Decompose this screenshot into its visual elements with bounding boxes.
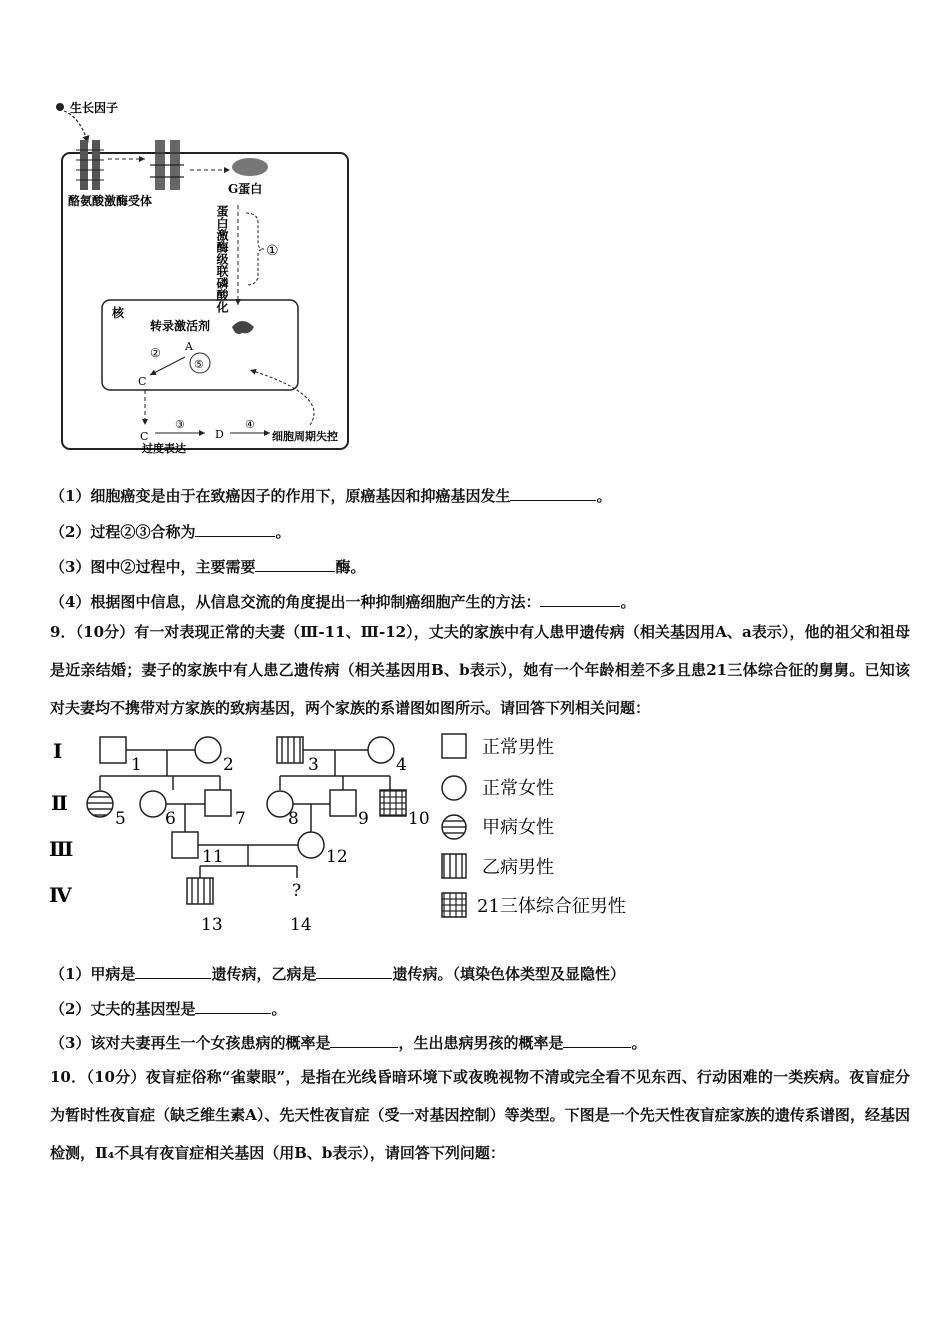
cascade-label: 蛋白激酶级联磷酸化 (215, 205, 229, 313)
individual-ii6 (140, 791, 166, 817)
legend-normal-female-symbol (442, 776, 466, 800)
id-5: 5 (115, 809, 126, 829)
individual-i2 (195, 737, 221, 763)
legend-trisomy-male: 21三体综合征男性 (477, 896, 626, 917)
q8-sub4-end: 。 (620, 593, 636, 611)
q8-sub2-text: （2）过程②③合称为 (50, 523, 196, 541)
label-a: A (185, 340, 193, 353)
growth-factor-dot (56, 103, 64, 111)
receptor-inactive (76, 140, 104, 190)
answer-blank[interactable] (195, 522, 275, 537)
id-7: 7 (235, 809, 246, 829)
q8-sub3-text: （3）图中②过程中，主要需要 (50, 558, 256, 576)
id-4: 4 (396, 755, 407, 775)
individual-ii9 (330, 790, 356, 816)
id-13: 13 (201, 915, 223, 935)
id-1: 1 (131, 755, 142, 775)
q8-sub2 (50, 521, 290, 542)
q8-sub3-end: 酶。 (335, 558, 366, 576)
q9-sub2-end: 。 (271, 1000, 287, 1018)
step5-label: ⑤ (194, 358, 204, 371)
legend-disease-b-male-symbol (442, 854, 466, 878)
answer-blank[interactable] (563, 1033, 631, 1048)
individual-i3 (277, 737, 303, 763)
tf-label: 转录激活剂 (150, 319, 211, 333)
signaling-diagram (50, 95, 390, 465)
gen-label-ii: Ⅱ (51, 791, 68, 815)
q9-sub1-mid: 遗传病，乙病是 (211, 965, 317, 983)
receptor-active (150, 140, 184, 190)
nucleus-label: 核 (112, 306, 125, 320)
gen-label-iv: Ⅳ (49, 883, 72, 907)
label-d: D (215, 428, 224, 441)
cell-cycle-label: 细胞周期失控 (272, 430, 338, 443)
id-11: 11 (202, 847, 224, 867)
individual-iii11 (172, 832, 198, 858)
label-c-upper: C (138, 375, 147, 388)
answer-blank[interactable] (510, 486, 596, 501)
legend-trisomy-male-symbol (442, 893, 466, 917)
q9-sub3-mid: ，生出患病男孩的概率是 (398, 1034, 564, 1052)
q9-sub3-text: （3）该对夫妻再生一个女孩患病的概率是 (50, 1034, 331, 1052)
q9-sub1-end: 遗传病。（填染色体类型及显隐性） (392, 965, 625, 983)
answer-blank[interactable] (135, 964, 211, 979)
step4-label: ④ (245, 418, 255, 431)
g-protein-shape (232, 158, 268, 176)
receptor-label: 酪氨酸激酶受体 (68, 194, 153, 208)
step1-label: ① (266, 243, 279, 259)
id-8: 8 (288, 809, 299, 829)
label-c-lower: C (140, 430, 149, 443)
gen-label-i: Ⅰ (53, 739, 63, 763)
legend-normal-male-symbol (442, 734, 466, 758)
overexpress-label: 过度表达 (142, 442, 186, 455)
step2-label: ② (150, 346, 161, 360)
q9-sub2 (50, 998, 286, 1019)
q9-sub1 (50, 963, 625, 984)
legend-disease-a-female: 甲病女性 (482, 817, 554, 838)
pedigree-chart-q9 (45, 728, 665, 938)
q8-sub4 (50, 591, 635, 612)
unknown-mark: ? (292, 881, 302, 901)
individual-ii7 (205, 790, 231, 816)
id-9: 9 (358, 809, 369, 829)
q8-sub1 (50, 485, 611, 506)
answer-blank[interactable] (540, 592, 620, 607)
nucleus (102, 300, 298, 390)
id-10: 10 (408, 809, 430, 829)
id-3: 3 (308, 755, 319, 775)
legend-disease-a-female-symbol (442, 815, 466, 839)
individual-ii5 (87, 791, 113, 817)
q8-sub4-text: （4）根据图中信息，从信息交流的角度提出一种抑制癌细胞产生的方法： (50, 593, 541, 611)
growth-factor-label: 生长因子 (70, 101, 119, 115)
q9-intro: 9．（10分）有一对表现正常的夫妻（Ⅲ-11、Ⅲ-12），丈夫的家族中有人患甲遗传病（相关基因用A、a表示），他的祖父和祖母是近亲结婚；妻子的家族中有人患乙遗传病（相关基因用B、b表示），她有一个年龄相差不多且患21三体综合征的舅舅。已知该对夫妻均不携带对方家族的致病基因，两个家族的系谱图如图所示。请回答下列相关问题： (50, 623, 910, 717)
individual-i1 (100, 737, 126, 763)
q9-sub3-end: 。 (631, 1034, 647, 1052)
q8-sub1-text: （1）细胞癌变是由于在致癌因子的作用下，原癌基因和抑癌基因发生 (50, 487, 511, 505)
individual-iv13 (187, 878, 213, 904)
individual-i4 (368, 737, 394, 763)
answer-blank[interactable] (316, 964, 392, 979)
q8-sub2-end: 。 (275, 523, 291, 541)
q9-sub2-text: （2）丈夫的基因型是 (50, 1000, 196, 1018)
q10-intro: 10．（10分）夜盲症俗称“雀蒙眼”，是指在光线昏暗环境下或夜晚视物不清或完全看不见东西、行动困难的一类疾病。夜盲症分为暂时性夜盲症（缺乏维生素A）、先天性夜盲症（受一对基因控制）等类型。下图是一个先天性夜盲症家族的遗传系谱图，经基因检测，Ⅱ₄不具有夜盲症相关基因（用B、b表示），请回答下列问题： (50, 1068, 910, 1162)
tf-shape (232, 321, 254, 334)
g-protein-label: G蛋白 (228, 182, 263, 196)
q8-sub3 (50, 556, 365, 577)
legend-disease-b-male: 乙病男性 (482, 857, 554, 878)
gen-label-iii: Ⅲ (49, 837, 74, 861)
answer-blank[interactable] (330, 1033, 398, 1048)
q9-sub3 (50, 1032, 646, 1053)
legend-normal-male: 正常男性 (482, 737, 554, 758)
step3-label: ③ (175, 418, 185, 431)
id-12: 12 (326, 847, 348, 867)
q8-sub1-end: 。 (596, 487, 612, 505)
individual-iii12 (298, 832, 324, 858)
id-14: 14 (290, 915, 312, 935)
legend-normal-female: 正常女性 (482, 778, 554, 799)
answer-blank[interactable] (255, 557, 335, 572)
id-2: 2 (223, 755, 234, 775)
individual-ii10 (380, 790, 406, 816)
answer-blank[interactable] (195, 999, 271, 1014)
q9-sub1-text: （1）甲病是 (50, 965, 136, 983)
id-6: 6 (165, 809, 176, 829)
